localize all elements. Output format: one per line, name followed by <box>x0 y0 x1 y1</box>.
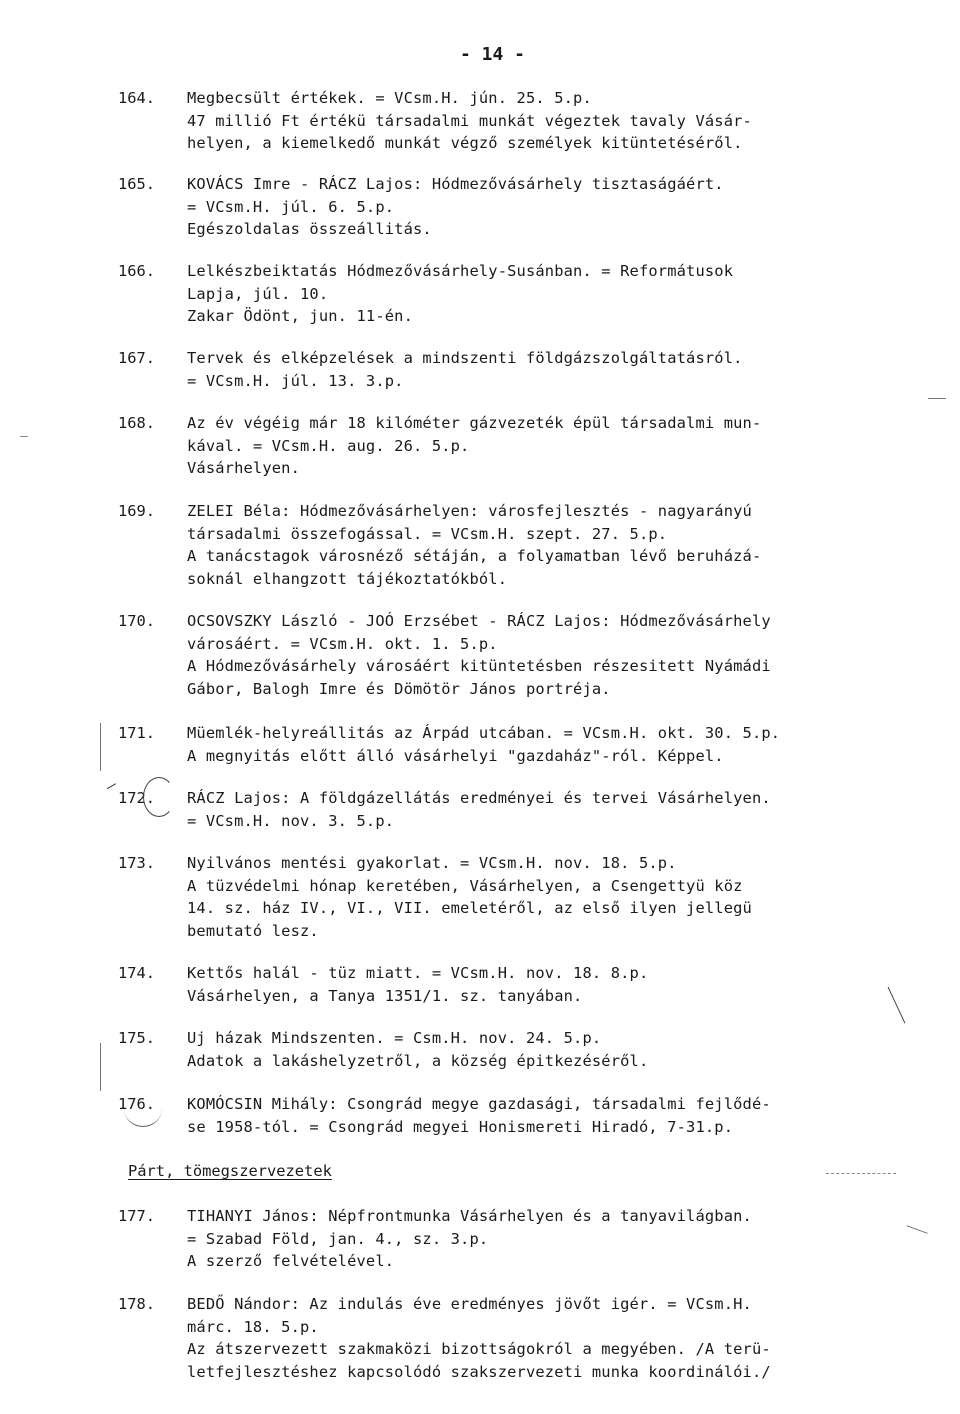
entry-line: Az év végéig már 18 kilóméter gázvezeték épül társadalmi mun- <box>187 414 762 432</box>
entry-number: 167. <box>118 349 156 367</box>
entry-line: KOVÁCS Imre - RÁCZ Lajos: Hódmezővásárhely tisztaságáért. <box>187 175 724 193</box>
entry-number: 165. <box>118 175 156 193</box>
entry-text <box>187 1293 917 1383</box>
pencil-tick-mark <box>20 436 28 443</box>
entry-text <box>187 412 917 480</box>
entry-line: városáért. = VCsm.H. okt. 1. 5.p. <box>187 634 498 653</box>
entry-line: Tervek és elképzelések a mindszenti földgázszolgáltatásról. <box>187 349 743 367</box>
entry-line: = VCsm.H. júl. 6. 5.p. <box>187 197 395 216</box>
entry-number: 169. <box>118 502 156 520</box>
entry-text <box>187 500 917 590</box>
entry-text <box>187 1205 917 1273</box>
entry-line: Uj házak Mindszenten. = Csm.H. nov. 24. 5.p. <box>187 1029 602 1047</box>
entry-number: 171. <box>118 724 156 742</box>
entry-number: 173. <box>118 854 156 872</box>
entry-line: 47 millió Ft értékü társadalmi munkát végeztek tavaly Vásár- <box>187 111 752 130</box>
entry-line: Vásárhelyen. <box>187 459 300 477</box>
entry-line: helyen, a kiemelkedő munkát végző személyek kitüntetéséről. <box>187 134 743 152</box>
pencil-dash-mark <box>826 1173 896 1175</box>
entry-line: Lapja, júl. 10. <box>187 284 329 303</box>
entry-line: KOMÓCSIN Mihály: Csongrád megye gazdasági, társadalmi fejlődé- <box>187 1095 771 1113</box>
section-heading: Párt, tömegszervezetek <box>128 1162 332 1180</box>
entry-text <box>187 1027 917 1072</box>
entry-line: letfejlesztéshez kapcsolódó szakszervezeti munka koordinálói./ <box>187 1362 771 1381</box>
entry-line: Gábor, Balogh Imre és Dömötör János portréja. <box>187 679 611 698</box>
entry-line: Müemlék-helyreállitás az Árpád utcában. = VCsm.H. okt. 30. 5.p. <box>187 724 781 742</box>
entry-number: 175. <box>118 1029 156 1047</box>
entry-line: bemutató lesz. <box>187 921 319 940</box>
entry-text <box>187 722 917 767</box>
entry-text <box>187 610 917 700</box>
entry-line: társadalmi összefogással. = VCsm.H. szept. 27. 5.p. <box>187 524 668 543</box>
entry-line: A Hódmezővásárhely városáért kitüntetésben részesitett Nyámádi <box>187 657 771 675</box>
entry-line: BEDŐ Nándor: Az indulás éve eredményes jövőt igér. = VCsm.H. <box>187 1295 752 1313</box>
entry-number: 174. <box>118 964 156 982</box>
entry-text <box>187 173 917 241</box>
entry-line: A szerző felvételével. <box>187 1252 395 1270</box>
entry-number: 172. <box>118 789 156 807</box>
entry-number: 168. <box>118 414 156 432</box>
entry-line: Nyilvános mentési gyakorlat. = VCsm.H. nov. 18. 5.p. <box>187 854 677 872</box>
entry-number: 176. <box>118 1095 156 1113</box>
entry-line: márc. 18. 5.p. <box>187 1317 319 1336</box>
entry-line: soknál elhangzott tájékoztatókból. <box>187 569 508 588</box>
entry-line: Lelkészbeiktatás Hódmezővásárhely-Susánban. = Reformátusok <box>187 262 734 280</box>
entry-line: Vásárhelyen, a Tanya 1351/1. sz. tanyában. <box>187 986 583 1005</box>
entry-line: A tanácstagok városnéző sétáján, a folyamatban lévő beruházá- <box>187 547 762 565</box>
page-number: - 14 - <box>460 44 526 65</box>
entry-line: ZELEI Béla: Hódmezővásárhelyen: városfejlesztés - nagyarányú <box>187 502 752 520</box>
entry-line: Adatok a lakáshelyzetről, a község épitkezéséről. <box>187 1051 649 1070</box>
entry-text <box>187 962 917 1007</box>
entry-line: Kettős halál - tüz miatt. = VCsm.H. nov. 18. 8.p. <box>187 964 649 982</box>
pencil-circle-mark <box>143 777 175 817</box>
entry-line: TIHANYI János: Népfrontmunka Vásárhelyen és a tanyavilágban. <box>187 1207 752 1225</box>
entry-line: = VCsm.H. nov. 3. 5.p. <box>187 811 395 830</box>
pencil-dash-mark <box>928 398 946 400</box>
entry-line: 14. sz. ház IV., VI., VII. emeletéről, az első ilyen jellegü <box>187 899 752 917</box>
entry-text <box>187 260 917 328</box>
entry-number: 166. <box>118 262 156 280</box>
entry-line: RÁCZ Lajos: A földgázellátás eredményei és tervei Vásárhelyen. <box>187 789 771 807</box>
entry-line: A megnyitás előtt álló vásárhelyi "gazdaház"-ról. Képpel. <box>187 746 724 765</box>
entry-text <box>187 1093 917 1138</box>
entry-line: Zakar Ödönt, jun. 11-én. <box>187 307 413 325</box>
entry-line: Az átszervezett szakmaközi bizottságokról a megyében. /A terü- <box>187 1340 771 1358</box>
pencil-bracket-mark <box>100 1043 103 1091</box>
entry-line: Egészoldalas összeállitás. <box>187 220 432 238</box>
entry-text <box>187 787 917 832</box>
entry-line: Megbecsült értékek. = VCsm.H. jún. 25. 5.p. <box>187 89 592 107</box>
entry-text <box>187 347 917 392</box>
pencil-curve-mark <box>124 1090 162 1127</box>
entry-line: OCSOVSZKY László - JOÓ Erzsébet - RÁCZ Lajos: Hódmezővásárhely <box>187 612 771 630</box>
entry-text <box>187 87 917 155</box>
entry-number: 164. <box>118 89 156 107</box>
entry-line: kával. = VCsm.H. aug. 26. 5.p. <box>187 436 470 455</box>
pencil-bracket-mark <box>100 723 103 771</box>
entry-text <box>187 852 917 942</box>
entry-number: 177. <box>118 1207 156 1225</box>
entry-number: 178. <box>118 1295 156 1313</box>
entry-number: 170. <box>118 612 156 630</box>
entry-line: = Szabad Föld, jan. 4., sz. 3.p. <box>187 1229 489 1248</box>
entry-line: A tüzvédelmi hónap keretében, Vásárhelyen, a Csengettyü köz <box>187 876 743 895</box>
entry-line: se 1958-tól. = Csongrád megyei Honismereti Hiradó, 7-31.p. <box>187 1117 734 1136</box>
entry-line: = VCsm.H. júl. 13. 3.p. <box>187 371 404 390</box>
